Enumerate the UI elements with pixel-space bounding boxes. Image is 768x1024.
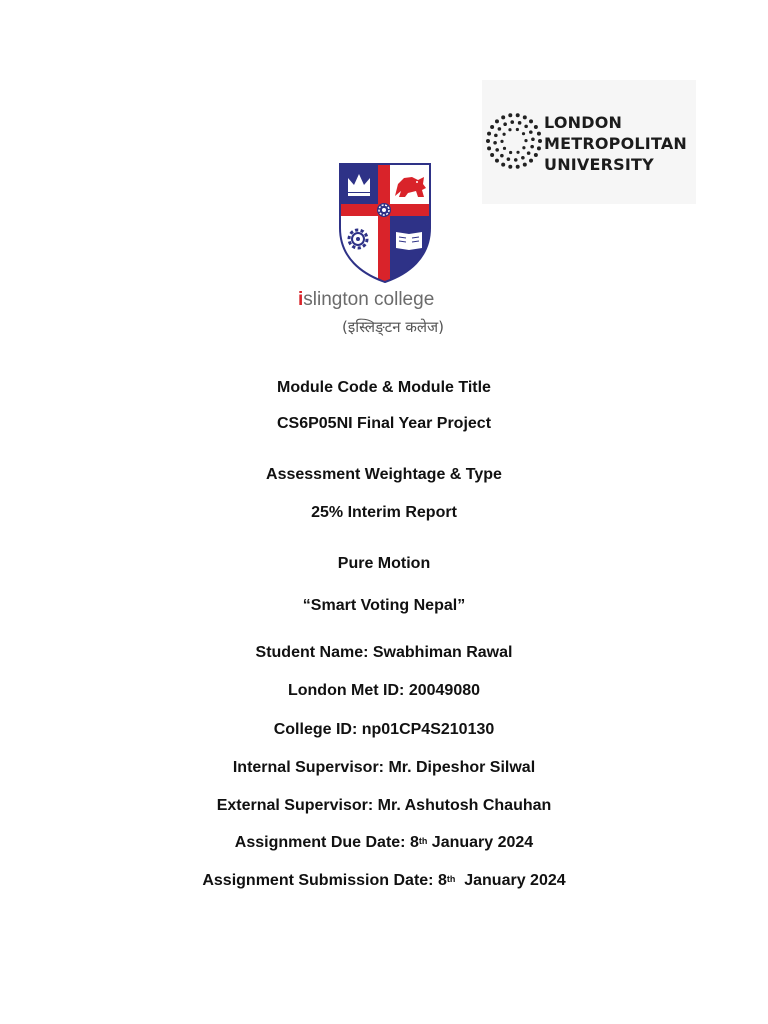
project-name: Pure Motion	[337, 555, 431, 572]
london-met-wordmark	[544, 112, 687, 175]
internal-supervisor: Internal Supervisor: Mr. Dipeshor Silwal	[232, 759, 536, 776]
islington-wordmark	[298, 287, 478, 313]
islington-nepali-name: (इस्लिङ्टन कलेज)	[342, 318, 444, 336]
submission-date	[0, 871, 768, 891]
due-date-rest: January 2024	[427, 834, 534, 851]
dot-circle-emblem-icon	[486, 113, 542, 169]
module-title: CS6P05NI Final Year Project	[276, 415, 492, 432]
islington-i-mark: i	[298, 289, 304, 310]
gear-quarter	[340, 216, 378, 284]
logo-line-1: LONDON	[544, 113, 623, 132]
london-met-logo	[482, 80, 696, 204]
cross-vertical	[378, 162, 390, 284]
london-met-id: London Met ID: 20049080	[287, 682, 481, 699]
due-date	[0, 833, 768, 853]
submission-date-suffix: th	[446, 874, 456, 884]
submission-date-label: Assignment Submission Date: 8	[202, 872, 447, 889]
islington-name: slington college	[303, 289, 435, 310]
assessment-heading: Assessment Weightage & Type	[266, 466, 502, 483]
project-subtitle: “Smart Voting Nepal”	[302, 597, 466, 614]
submission-date-rest: January 2024	[455, 872, 566, 889]
student-name: Student Name: Swabhiman Rawal	[255, 644, 513, 661]
center-emblem-icon	[377, 203, 391, 217]
external-supervisor: External Supervisor: Mr. Ashutosh Chauhan	[216, 797, 552, 814]
due-date-label: Assignment Due Date: 8	[234, 834, 419, 851]
module-heading: Module Code & Module Title	[277, 379, 491, 396]
logo-line-2: METROPOLITAN	[544, 134, 688, 153]
book-icon	[396, 232, 422, 250]
assessment-value: 25% Interim Report	[311, 504, 457, 521]
due-date-suffix: th	[418, 836, 428, 846]
logo-line-3: UNIVERSITY	[544, 155, 654, 174]
islington-crest-icon	[338, 162, 432, 284]
college-id: College ID: np01CP4S210130	[273, 721, 495, 738]
